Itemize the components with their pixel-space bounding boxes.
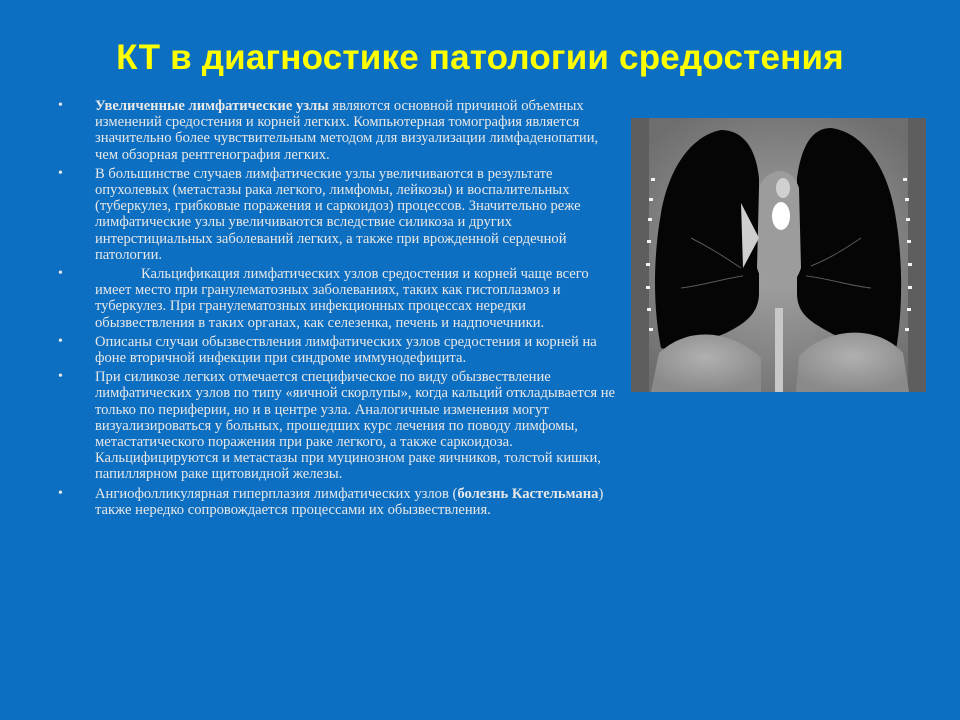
bullet-item	[58, 98, 618, 163]
bullet-item	[58, 266, 618, 331]
bullet-text: Ангиофолликулярная гиперплазия лимфатических узлов (	[95, 485, 458, 502]
bullet-text: ) также нередко сопровождается процессами их обызвествления.	[95, 485, 604, 518]
bullet-text: В большинстве случаев лимфатические узлы увеличиваются в результате опухолевых (метастазы рака легкого, лимфомы, лейкозы) и воспалительных (туберкулез, грибковые поражения и саркоидоз) процессов. Значительно реже лимфатические узлы увеличиваются вследствие силикоза и других интерстициальных заболеваний легких, а также при врожденной сердечной патологии.	[95, 165, 581, 263]
bullet-item	[58, 369, 618, 482]
ct-scan-illustration	[631, 118, 926, 392]
bullet-item	[58, 166, 618, 263]
slide-title: КТ в диагностике патологии средостения	[116, 38, 844, 77]
bullet-marker: •	[58, 333, 63, 349]
bullet-text: Описаны случаи обызвествления лимфатических узлов средостения и корней на фоне вторичной инфекции при синдроме иммунодефицита.	[95, 333, 597, 367]
bullet-emphasis: Увеличенные лимфатические узлы	[95, 98, 329, 114]
bullet-marker: •	[58, 98, 63, 113]
bullet-marker: •	[58, 165, 63, 181]
bullet-marker: •	[58, 266, 63, 282]
bullet-text: являются основной причиной объемных изменений средостения и корней легких. Компьютерная томография является значительно более чувствительным методом для визуализации лимфаденопатии, чем обзорная рентгенография легких.	[95, 98, 599, 163]
bullet-item	[58, 486, 618, 518]
bullet-item	[58, 334, 618, 366]
bullet-marker: •	[58, 485, 63, 501]
bullet-marker: •	[58, 369, 63, 385]
bullet-text: Кальцификация лимфатических узлов средостения и корней чаще всего имеет место при гранулематозных заболеваниях, таких как гистоплазмоз и туберкулез. При гранулематозных инфекционных процессах нередки обызвествления в таких органах, как селезенка, печень и надпочечники.	[95, 266, 589, 331]
bullet-list	[58, 98, 618, 521]
bullet-emphasis: болезнь Кастельмана	[457, 485, 599, 502]
ct-scan-image	[631, 118, 926, 392]
bullet-text: При силикозе легких отмечается специфическое по виду обызвествление лимфатических узлов по типу «яичной скорлупы», когда кальций откладывается не только по периферии, но и в центре узла. Аналогичные изменения могут визуализироваться у больных, прошедших курс лечения по поводу лимфомы, метастатического поражения при раке легкого, а также саркоидоза. Кальцифицируются и метастазы при муцинозном раке яичников, толстой кишки, папиллярном раке щитовидной железы.	[95, 369, 616, 483]
